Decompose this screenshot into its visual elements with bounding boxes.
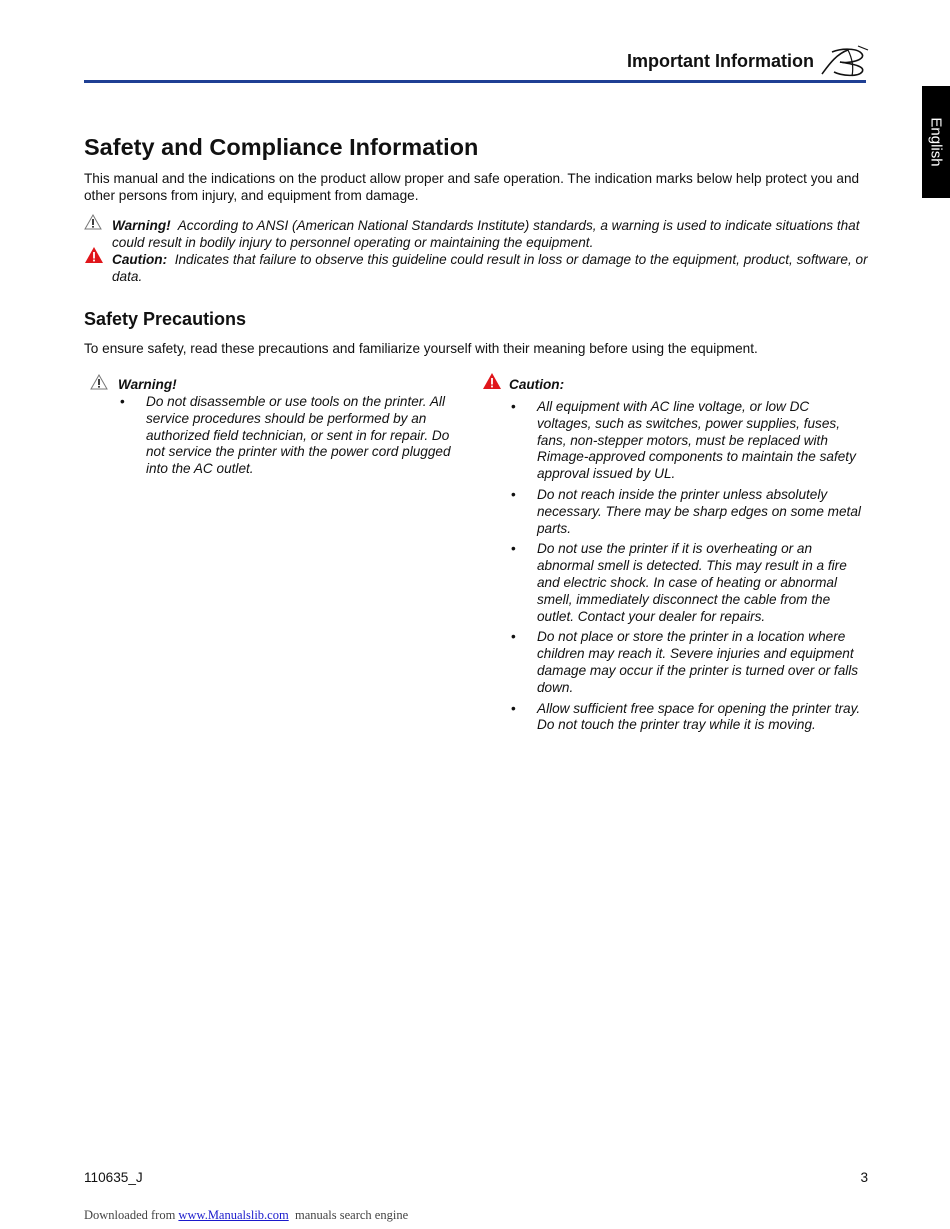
- caution-icon: [84, 246, 104, 264]
- list-item: • All equipment with AC line voltage, or low DC voltages, such as switches, power supplies, fuses, fans, non-stepper motors, must be replaced with Rimage-approved components to maintain the safety approval issued by UL.: [509, 399, 867, 483]
- precautions-intro: To ensure safety, read these precautions and familiarize yourself with their meaning before using the equipment.: [84, 341, 758, 356]
- precautions-heading: Safety Precautions: [84, 309, 247, 329]
- page-number: 3: [860, 1170, 868, 1185]
- manualslib-link[interactable]: www.Manualslib.com: [178, 1208, 289, 1222]
- list-item: • Do not disassemble or use tools on the printer. All service procedures should be performed by an authorized field technician, or sent in for repair. Do not service the printer with the power cord plugged into the AC outlet.: [118, 394, 466, 478]
- caution-list: [509, 399, 867, 738]
- language-tab[interactable]: [922, 86, 950, 198]
- warning-icon: [84, 214, 102, 230]
- page-title: Safety and Compliance Information: [84, 134, 479, 160]
- caution-notice-text: Indicates that failure to observe this guideline could result in loss or damage to the equipment, product, software, or data.: [112, 252, 868, 284]
- header-divider: [84, 80, 866, 83]
- list-item: • Do not place or store the printer in a location where children may reach it. Severe injuries and equipment damage may occur if the printer is turned over or falls down.: [509, 629, 867, 696]
- warning-notice-label: Warning!: [112, 218, 171, 233]
- download-suffix: manuals search engine: [294, 1208, 409, 1222]
- rimage-logo-icon: [818, 44, 870, 78]
- header-title: Important Information: [627, 51, 814, 71]
- list-item: • Allow sufficient free space for opening the printer tray. Do not touch the printer tray while it is moving.: [509, 701, 867, 735]
- warning-notice-text: According to ANSI (American National Standards Institute) standards, a warning is used to indicate situations that could result in bodily injury to personnel operating or maintaining the equipment.: [112, 218, 860, 250]
- document-number: 110635_J: [84, 1170, 143, 1185]
- list-item: • Do not reach inside the printer unless absolutely necessary. There may be sharp edges on some metal parts.: [509, 487, 867, 537]
- warning-list: [118, 394, 466, 482]
- caution-notice: [112, 251, 872, 285]
- list-item: • Do not use the printer if it is overheating or an abnormal smell is detected. This may result in a fire and electric shock. In case of heating or abnormal smell, immediately disconnect the cable from the outlet. Contact your dealer for repairs.: [509, 541, 867, 625]
- download-prefix: Downloaded from: [84, 1208, 176, 1222]
- language-tab-label: English: [927, 117, 945, 167]
- caution-notice-label: Caution:: [112, 252, 168, 267]
- intro-paragraph: This manual and the indications on the product allow proper and safe operation. The indication marks below help protect you and other persons from injury, and equipment from damage.: [84, 171, 860, 203]
- warning-icon: [90, 374, 108, 390]
- warning-notice: [112, 217, 872, 251]
- caution-column-heading: Caution:: [509, 377, 565, 392]
- caution-icon: [482, 372, 502, 390]
- warning-column-heading: Warning!: [118, 377, 177, 392]
- download-note: [84, 1208, 408, 1223]
